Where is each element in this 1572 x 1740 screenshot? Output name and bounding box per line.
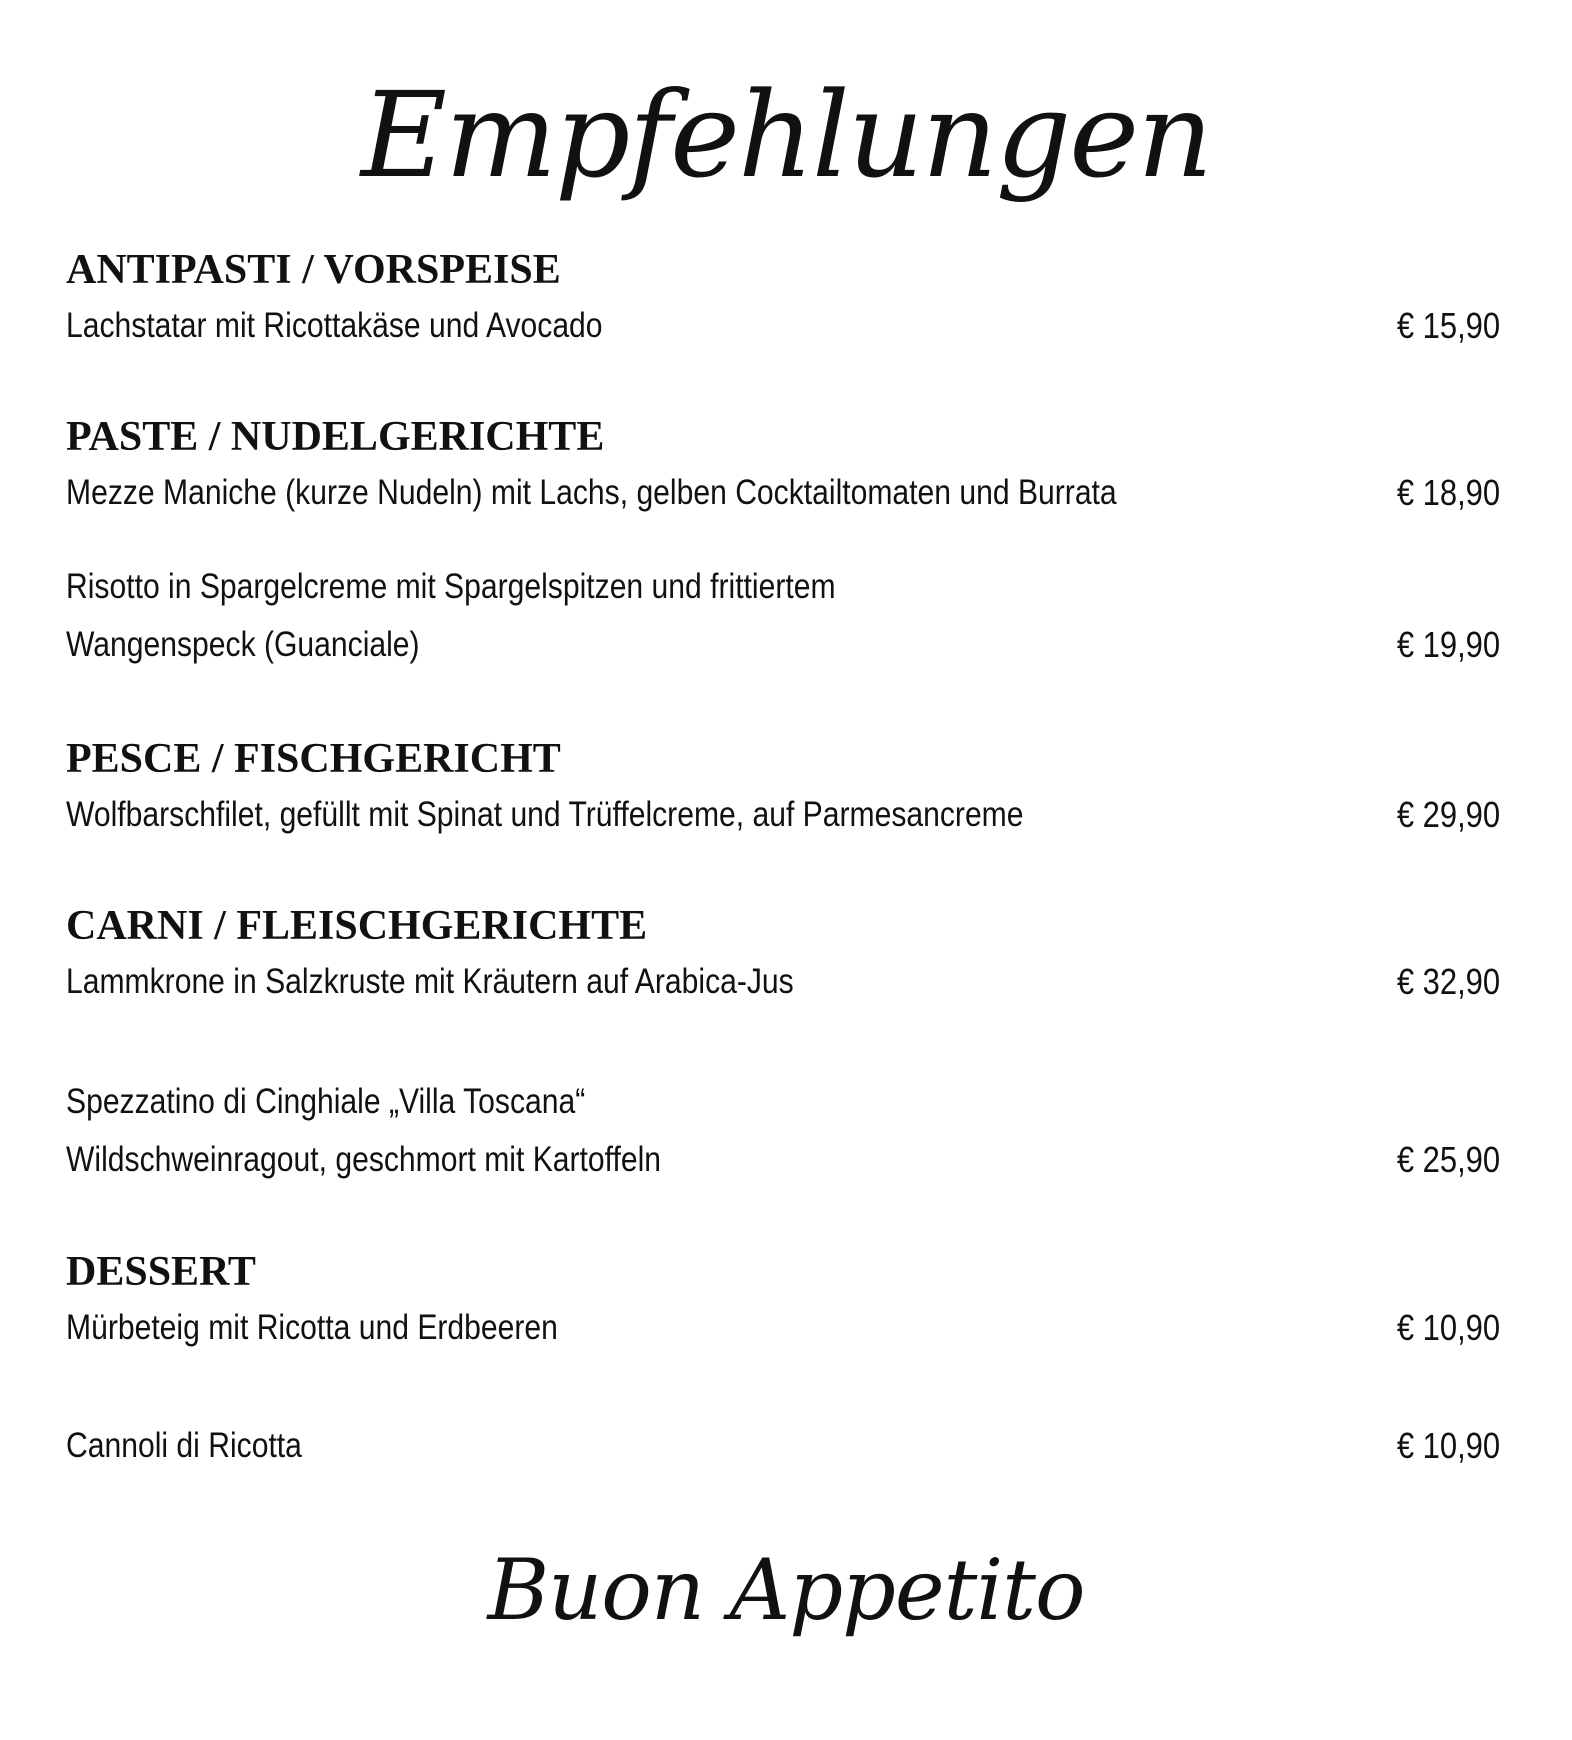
dish-muerbeteig: Mürbeteig mit Ricotta und Erdbeeren: [66, 1308, 558, 1347]
section-heading-dessert: DESSERT: [66, 1249, 256, 1295]
section-heading-antipasti: ANTIPASTI / VORSPEISE: [66, 247, 561, 293]
section-heading-pesce: PESCE / FISCHGERICHT: [66, 736, 561, 782]
menu-title: Empfehlungen: [360, 66, 1212, 204]
dish-risotto-line-2: Wangenspeck (Guanciale): [66, 625, 420, 664]
price-wolfbarschfilet: € 29,90: [1396, 794, 1500, 835]
dish-mezze-maniche: Mezze Maniche (kurze Nudeln) mit Lachs, gelben Cocktailtomaten und Burrata: [66, 473, 1117, 512]
dish-wolfbarschfilet: Wolfbarschfilet, gefüllt mit Spinat und Trüffelcreme, auf Parmesancreme: [66, 795, 1024, 834]
dish-spezzatino-line-2: Wildschweinragout, geschmort mit Kartoffeln: [66, 1140, 662, 1179]
price-muerbeteig: € 10,90: [1396, 1307, 1500, 1348]
dish-lammkrone: Lammkrone in Salzkruste mit Kräutern auf Arabica-Jus: [66, 962, 794, 1001]
section-heading-paste: PASTE / NUDELGERICHTE: [66, 414, 605, 460]
price-risotto: € 19,90: [1396, 624, 1500, 665]
price-lammkrone: € 32,90: [1396, 961, 1500, 1002]
price-cannoli: € 10,90: [1396, 1425, 1500, 1466]
price-mezze-maniche: € 18,90: [1396, 472, 1500, 513]
dish-risotto-line-1: Risotto in Spargelcreme mit Spargelspitzen und frittiertem: [66, 567, 836, 606]
price-lachstatar: € 15,90: [1396, 305, 1500, 346]
dish-lachstatar: Lachstatar mit Ricottakäse und Avocado: [66, 306, 603, 345]
price-spezzatino: € 25,90: [1396, 1139, 1500, 1180]
footer-signature: Buon Appetito: [487, 1541, 1085, 1639]
dish-cannoli: Cannoli di Ricotta: [66, 1426, 302, 1465]
section-heading-carni: CARNI / FLEISCHGERICHTE: [66, 903, 648, 949]
dish-spezzatino-line-1: Spezzatino di Cinghiale „Villa Toscana“: [66, 1082, 586, 1121]
